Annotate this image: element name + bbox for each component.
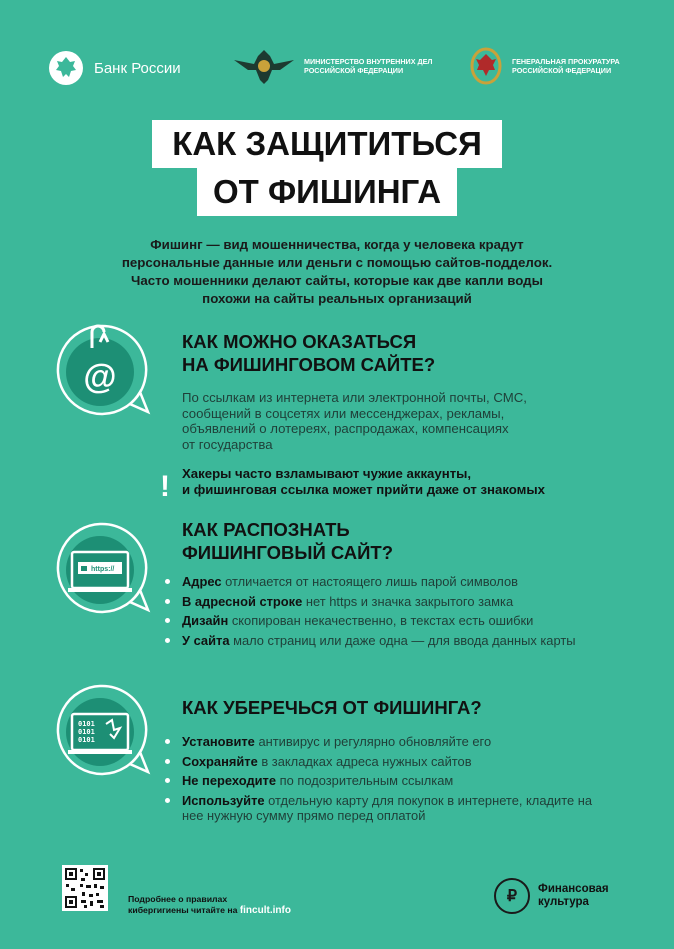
binary-line: 0101	[78, 736, 95, 744]
warning-line: и фишинговая ссылка может прийти даже от знакомых	[182, 482, 546, 497]
browser-https-icon	[48, 518, 152, 622]
section1-text-line: объявлений о лотереях, распродажах, компенсациях	[182, 421, 509, 436]
qr-code-icon[interactable]	[62, 865, 108, 911]
prosecutor-name-line2: РОССИЙСКОЙ ФЕДЕРАЦИИ	[512, 66, 612, 75]
list-item: Дизайн скопирован некачественно, в текстах есть ошибки	[182, 613, 622, 629]
prosecutor-emblem-icon	[468, 46, 504, 86]
section1-text-line: По ссылкам из интернета или электронной почты, СМС,	[182, 390, 527, 405]
eagle-emblem-icon	[48, 50, 84, 86]
mvd-logo	[232, 46, 432, 86]
hacker-code-icon	[48, 680, 152, 784]
title-line2: ОТ ФИШИНГА	[197, 168, 457, 216]
footer-line2: кибергигиены читайте на	[128, 905, 240, 915]
section3-list	[182, 734, 602, 828]
warning-exclamation-icon: !	[160, 470, 170, 503]
warning-text	[182, 466, 545, 498]
at-sign-icon: @	[83, 358, 117, 396]
phishing-hook-at-icon	[48, 320, 152, 424]
mvd-emblem-icon	[232, 46, 296, 86]
binary-line: 0101	[78, 728, 95, 736]
mvd-name-line2: РОССИЙСКОЙ ФЕДЕРАЦИИ	[304, 66, 404, 75]
list-item: Не переходите по подозрительным ссылкам	[182, 773, 602, 789]
list-item: Сохраняйте в закладках адреса нужных сайтов	[182, 754, 602, 770]
section3-heading: КАК УБЕРЕЧЬСЯ ОТ ФИШИНГА?	[182, 697, 482, 718]
section2-heading-line2: ФИШИНГОВЫЙ САЙТ?	[182, 542, 394, 563]
footer-info	[128, 894, 291, 916]
fincult-link[interactable]: fincult.info	[239, 905, 291, 916]
binary-line: 0101	[78, 720, 95, 728]
footer-line1: Подробнее о правилах	[128, 894, 228, 904]
fin-line1: Финансовая	[538, 883, 609, 895]
intro-line: Фишинг — вид мошенничества, когда у человека крадут	[150, 237, 524, 252]
prosecutor-logo	[468, 46, 620, 86]
https-label: https://	[91, 566, 115, 573]
list-item: Адрес отличается от настоящего лишь парой символов	[182, 574, 622, 590]
section1-heading-line2: НА ФИШИНГОВОМ САЙТЕ?	[182, 354, 436, 375]
section1-heading-line1: КАК МОЖНО ОКАЗАТЬСЯ	[182, 331, 417, 352]
intro-line: похожи на сайты реальных организаций	[202, 291, 472, 306]
financial-culture-logo	[494, 878, 609, 914]
intro-line: персональные данные или деньги с помощью сайтов-подделок.	[121, 255, 553, 270]
title-line1: КАК ЗАЩИТИТЬСЯ	[152, 120, 502, 168]
bank-of-russia-logo	[48, 50, 181, 86]
list-item: Используйте отдельную карту для покупок в интернете, кладите на нее нужную сумму прямо перед оплатой	[182, 793, 602, 824]
prosecutor-name-line1: ГЕНЕРАЛЬНАЯ ПРОКУРАТУРА	[512, 57, 620, 66]
intro-paragraph	[60, 236, 614, 308]
list-item: В адресной строке нет https и значка закрытого замка	[182, 594, 622, 610]
section1-text-line: сообщений в соцсетях или мессенджерах, рекламы,	[182, 405, 505, 421]
bank-of-russia-name: Банк России	[94, 59, 181, 77]
section1-text-line: от государства	[182, 436, 273, 452]
warning-line: Хакеры часто взламывают чужие аккаунты,	[182, 466, 472, 481]
section2-list	[182, 574, 622, 652]
section1-heading	[182, 330, 435, 376]
section1-text	[182, 390, 527, 452]
intro-line: Часто мошенники делают сайты, которые как две капли воды	[131, 273, 543, 288]
list-item: Установите антивирус и регулярно обновляйте его	[182, 734, 602, 750]
section2-heading-line1: КАК РАСПОЗНАТЬ	[182, 519, 350, 540]
list-item: У сайта мало страниц или даже одна — для ввода данных карты	[182, 633, 622, 649]
ruble-icon: ₽	[494, 878, 530, 914]
fin-line2: культура	[538, 896, 589, 908]
mvd-name-line1: МИНИСТЕРСТВО ВНУТРЕННИХ ДЕЛ	[304, 57, 433, 66]
section2-heading	[182, 518, 393, 564]
